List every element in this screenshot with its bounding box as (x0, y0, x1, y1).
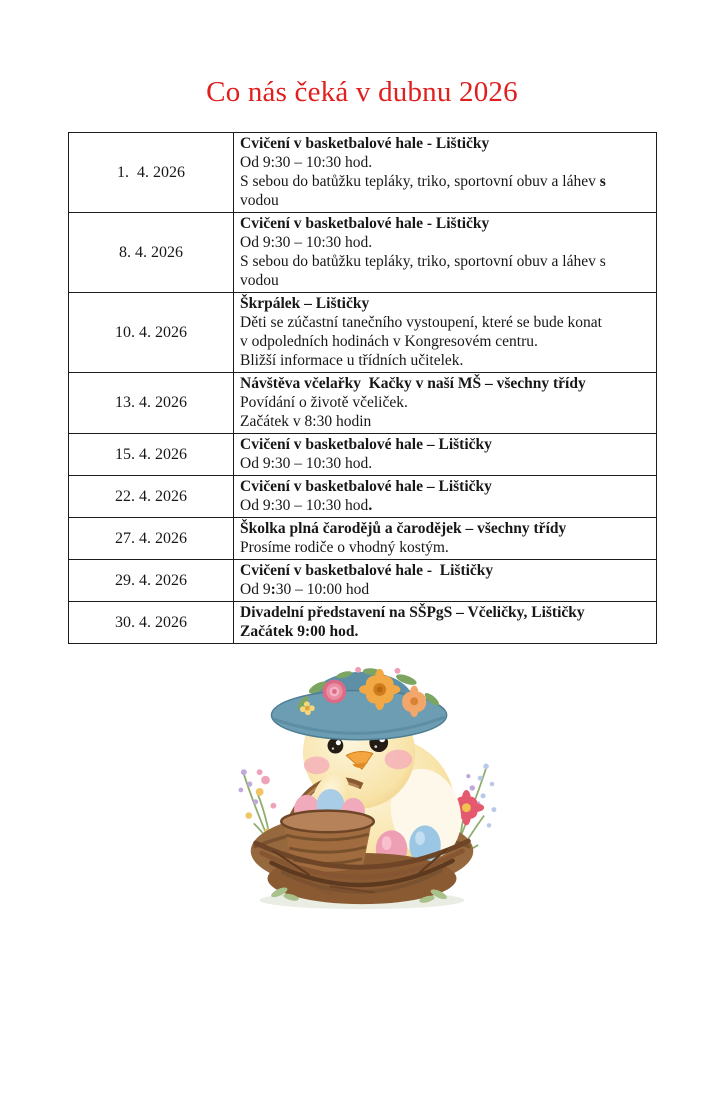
date-cell: 30. 4. 2026 (69, 602, 234, 644)
schedule-row (69, 133, 657, 213)
event-cell (234, 213, 657, 293)
date-cell: 29. 4. 2026 (69, 560, 234, 602)
schedule-row (69, 434, 657, 476)
date-cell: 22. 4. 2026 (69, 476, 234, 518)
date-cell: 8. 4. 2026 (69, 213, 234, 293)
event-line: Děti se zúčastní tanečního vystoupení, které se bude konat (240, 314, 602, 331)
date-cell: 27. 4. 2026 (69, 518, 234, 560)
schedule-row (69, 560, 657, 602)
event-cell (234, 560, 657, 602)
cheek-right (385, 750, 413, 770)
event-line: Divadelní představení na SŠPgS – Včeličky, Lištičky (240, 604, 585, 621)
basket-rim (281, 811, 374, 833)
cheek-left (304, 756, 330, 774)
event-cell (234, 602, 657, 644)
schedule-row (69, 213, 657, 293)
event-line: Návštěva včelařky Kačky v naší MŠ – všechny třídy (240, 375, 586, 392)
event-line: Cvičení v basketbalové hale – Lištičky (240, 478, 492, 495)
event-line: Škrpálek – Lištičky (240, 295, 370, 312)
date-cell: 1. 4. 2026 (69, 133, 234, 213)
schedule-table (68, 132, 657, 644)
event-line: Prosíme rodiče o vhodný kostým. (240, 539, 449, 556)
easter-chick-graphic (214, 658, 510, 914)
document-page (0, 76, 724, 1100)
event-line: Začátek v 8:30 hodin (240, 413, 372, 430)
event-line: Od 9:30 – 10:30 hod. (240, 497, 373, 514)
easter-chick-illustration (214, 658, 510, 919)
event-line: Cvičení v basketbalové hale - Lištičky (240, 135, 490, 152)
date-cell: 13. 4. 2026 (69, 373, 234, 434)
event-cell (234, 293, 657, 373)
event-line: Začátek 9:00 hod. (240, 623, 359, 640)
date-cell: 15. 4. 2026 (69, 434, 234, 476)
event-line: S sebou do batůžku tepláky, triko, sportovní obuv a láhev s (240, 173, 606, 190)
event-line: Od 9:30 – 10:30 hod. (240, 234, 373, 251)
schedule-row (69, 293, 657, 373)
event-cell (234, 373, 657, 434)
event-line: v odpoledních hodinách v Kongresovém centru. (240, 333, 538, 350)
event-cell (234, 434, 657, 476)
event-line: Od 9:30 – 10:30 hod. (240, 154, 373, 171)
date-cell: 10. 4. 2026 (69, 293, 234, 373)
schedule-row (69, 476, 657, 518)
event-line: S sebou do batůžku tepláky, triko, sportovní obuv a láhev s (240, 253, 606, 270)
schedule-table-body (69, 133, 657, 644)
page-title: Co nás čeká v dubnu 2026 (206, 76, 518, 108)
schedule-row (69, 602, 657, 644)
event-line: Povídání o životě včeliček. (240, 394, 408, 411)
schedule-row (69, 518, 657, 560)
event-cell (234, 518, 657, 560)
schedule-row (69, 373, 657, 434)
event-line: Cvičení v basketbalové hale - Lištičky (240, 562, 494, 579)
event-line: Bližší informace u třídních učitelek. (240, 352, 464, 369)
event-line: Školka plná čarodějů a čarodějek – všechny třídy (240, 520, 567, 537)
pink-rose (323, 680, 347, 704)
event-cell (234, 133, 657, 213)
event-line: Cvičení v basketbalové hale – Lištičky (240, 436, 492, 453)
event-line: Od 9:30 – 10:30 hod. (240, 455, 373, 472)
event-line: vodou (240, 192, 279, 209)
event-cell (234, 476, 657, 518)
event-line: vodou (240, 272, 279, 289)
event-line: Od 9:30 – 10:00 hod (240, 581, 370, 598)
hat (271, 667, 446, 740)
event-line: Cvičení v basketbalové hale - Lištičky (240, 215, 490, 232)
